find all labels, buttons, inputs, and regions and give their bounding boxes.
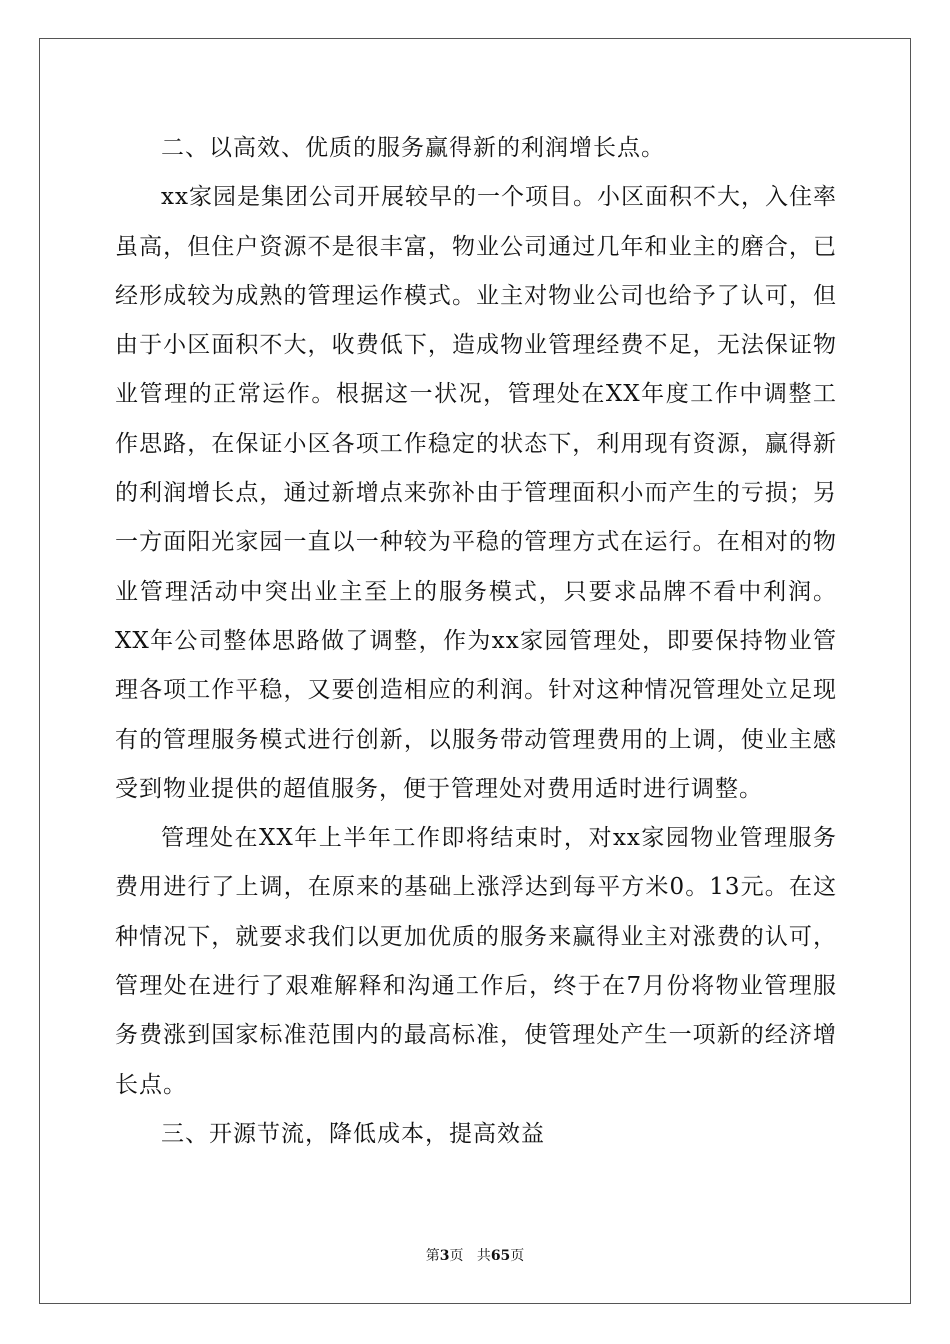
body-paragraph: 管理处在XX年上半年工作即将结束时，对xx家园物业管理服务费用进行了上调，在原来的基础上涨浮达到每平方米0。13元。在这种情况下，就要求我们以更加优质的服务来赢得业主对涨费的认可，管理处在进行了艰难解释和沟通工作后，终于在7月份将物业管理服务费涨到国家标准范围内的最高标准，使管理处产生一项新的经济增长点。 — [115, 825, 837, 1098]
page-number: 3 — [439, 1248, 450, 1264]
page-suffix: 页 — [449, 1248, 464, 1264]
document-body — [115, 124, 837, 1159]
total-pages: 65 — [490, 1248, 511, 1264]
page-footer — [0, 1245, 950, 1265]
section-heading-3: 三、开源节流，降低成本，提高效益 — [161, 1120, 545, 1147]
body-paragraph: xx家园是集团公司开展较早的一个项目。小区面积不大，入住率虽高，但住户资源不是很丰富，物业公司通过几年和业主的磨合，已经形成较为成熟的管理运作模式。业主对物业公司也给予了认可，但由于小区面积不大，收费低下，造成物业管理经费不足，无法保证物业管理的正常运作。根据这一状况，管理处在XX年度工作中调整工作思路，在保证小区各项工作稳定的状态下，利用现有资源，赢得新的利润增长点，通过新增点来弥补由于管理面积小而产生的亏损；另一方面阳光家园一直以一种较为平稳的管理方式在运行。在相对的物业管理活动中突出业主至上的服务模式，只要求品牌不看中利润。XX年公司整体思路做了调整，作为xx家园管理处，即要保持物业管理各项工作平稳，又要创造相应的利润。针对这种情况管理处立足现有的管理服务模式进行创新，以服务带动管理费用的上调，使业主感受到物业提供的超值服务，便于管理处对费用适时进行调整。 — [115, 184, 837, 802]
total-prefix: 共 — [476, 1248, 491, 1264]
section-heading-2: 二、以高效、优质的服务赢得新的利润增长点。 — [161, 135, 665, 161]
total-suffix: 页 — [510, 1248, 525, 1264]
page-prefix: 第 — [425, 1248, 440, 1264]
